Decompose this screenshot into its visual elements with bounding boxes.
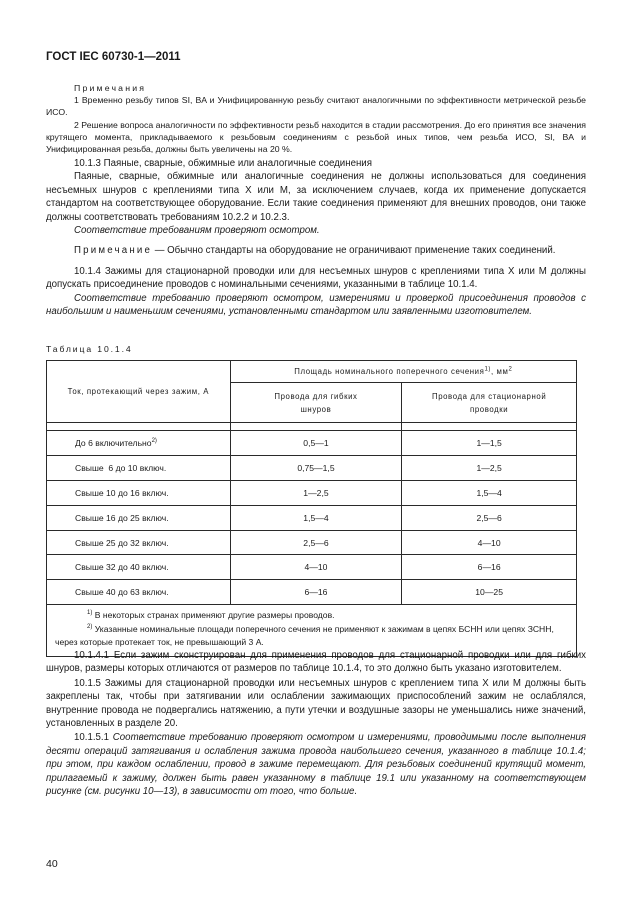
note-10-1-3 [46, 245, 586, 256]
section-10-1-3 [46, 157, 586, 237]
row-fixed: 4—10 [402, 530, 577, 555]
row-current: Свыше 25 до 32 включ. [47, 530, 231, 555]
footnote-2: $^{2)}$ Указанные номинальные площади поперечного сечения не применяют к зажимам в цепях БСНН или цепях ЗСНН, через которые протекает ток, не превышающий 3 А. [55, 623, 554, 648]
table-row [47, 431, 577, 456]
area-label: Площадь номинального поперечного сечения [294, 367, 485, 376]
row-flex: 1—2,5 [230, 480, 402, 505]
table-row [47, 580, 577, 605]
row-flex: 4—10 [230, 555, 402, 580]
row-current: Свыше 16 до 25 включ. [47, 505, 231, 530]
para-10-1-5-1: 10.1.5.1 Соответствие требованию проверяют осмотром и измерениями, проводимыми после выполнения десяти операций затягивания и ослабления зажима провода наибольшего сечения, указанного в таблице 10.1.4; при этом, при каждом ослаблении, провод в зажиме перемещают. Для резьбовых соединений крутящий момент, прилагаемый к зажиму, должен быть равен указанному в таблице 19.1 или указанному на соответствующем рисунке (см. рисунки 10—13), в зависимости от того, что больше. [46, 732, 586, 798]
table-row [47, 555, 577, 580]
table-row [47, 505, 577, 530]
row-flex: 6—16 [230, 580, 402, 605]
note-1: 1 Временно резьбу типов SI, BA и Унифицированную резьбу считают аналогичными по эффективности метрической резьбе ИСО. [46, 95, 586, 118]
col-header-current: Ток, протекающий через зажим, А [47, 361, 231, 423]
area-unit: , мм [491, 367, 509, 376]
table-10-1-4 [46, 360, 577, 657]
row-fixed: 1—2,5 [402, 455, 577, 480]
row-current: Свыше 10 до 16 включ. [47, 480, 231, 505]
page-number: 40 [46, 858, 58, 870]
note-2: 2 Решение вопроса аналогичности по эффективности резьб находится в стадии рассмотрения. До его принятия все значения крутящего момента, прикладываемого к резьбовым соединениям с резьбой иных типов, чем резьба ИСО, SI, BA и Унифицированная резьба, должны быть увеличены на 20 %. [46, 119, 586, 155]
row-fixed: 2,5—6 [402, 505, 577, 530]
area-footnote-mark: 1) [484, 366, 491, 373]
row-fixed: 10—25 [402, 580, 577, 605]
col-header-fixed: Провода для стационарной проводки [402, 383, 577, 423]
para-10-1-5: 10.1.5 Зажимы для стационарной проводки или несъемных шнуров с креплением типа X или M должны быть закреплены так, чтобы при затягивании или ослаблении зажимающих приспособлений зажим не ослаблялся, внутренние провода не подвергались натяжению, а пути утечки и воздушные зазоры не уменьшались ниже значений, установленных в разделе 20. [46, 677, 586, 730]
section-10-1-3-title: 10.1.3 Паяные, сварные, обжимные или аналогичные соединения [74, 158, 372, 169]
section-10-1-3-check: Соответствие требованиям проверяют осмотром. [74, 225, 320, 237]
section-10-1-4-1-to-10-1-5-1 [46, 649, 586, 799]
row-flex: 0,75—1,5 [230, 455, 402, 480]
section-10-1-4 [46, 265, 586, 319]
col-header-flex: Провода для гибких шнуров [230, 383, 402, 423]
row-flex: 2,5—6 [230, 530, 402, 555]
row-fixed: 1,5—4 [402, 480, 577, 505]
row-fixed: 1—1,5 [402, 431, 577, 456]
footnote-1: $^{1)}$ В некоторых странах применяют другие размеры проводов. [87, 610, 335, 621]
note-label: Примечание [74, 245, 153, 256]
row-current: Свыше 32 до 40 включ. [47, 555, 231, 580]
col-header-area [230, 361, 576, 383]
table-caption: Таблица 10.1.4 [46, 344, 133, 354]
note-text: — Обычно стандарты на оборудование не ограничивают применение таких соединений. [152, 245, 556, 256]
row-current: До 6 включительно$^{2)}$ [47, 431, 231, 456]
section-10-1-4-body: 10.1.4 Зажимы для стационарной проводки или для несъемных шнуров с креплениями типа X или M должны допускать присоединение проводов с номинальными сечениями, указанными в таблице 10.1.4. [46, 266, 586, 291]
row-current: Свыше 40 до 63 включ. [47, 580, 231, 605]
table-row [47, 530, 577, 555]
section-10-1-3-body: Паяные, сварные, обжимные или аналогичные соединения не должны использоваться для соединения несъемных шнуров с креплениями типа X или M, за исключением случаев, когда их применение допускается стандартом на соответствующее оборудование. Если такие соединения применяют для внешних проводов, они также должны соответствовать требованиям 10.2.2 и 10.2.3. [46, 171, 586, 223]
row-current: Свыше 6 до 10 включ. [47, 455, 231, 480]
para-10-1-4-1: 10.1.4.1 Если зажим сконструирован для применения проводов для стационарной проводки или для гибких шнуров, размеры которых отличаются от размеров по таблице 10.1.4, то это должно быть указано изготовителем. [46, 650, 586, 675]
document-header: ГОСТ IEC 60730-1—2011 [46, 51, 181, 63]
notes-heading: Примечания [74, 83, 147, 93]
table-row [47, 455, 577, 480]
row-flex: 0,5—1 [230, 431, 402, 456]
row-fixed: 6—16 [402, 555, 577, 580]
section-10-1-4-check: Соответствие требованию проверяют осмотром, измерениями и проверкой присоединения проводов с наибольшим и наименьшим сечениями, установленными стандартом или заявленными изготовителем. [46, 292, 586, 318]
row-flex: 1,5—4 [230, 505, 402, 530]
table-row [47, 480, 577, 505]
area-unit-sup: 2 [508, 366, 513, 373]
notes-block [46, 82, 586, 155]
